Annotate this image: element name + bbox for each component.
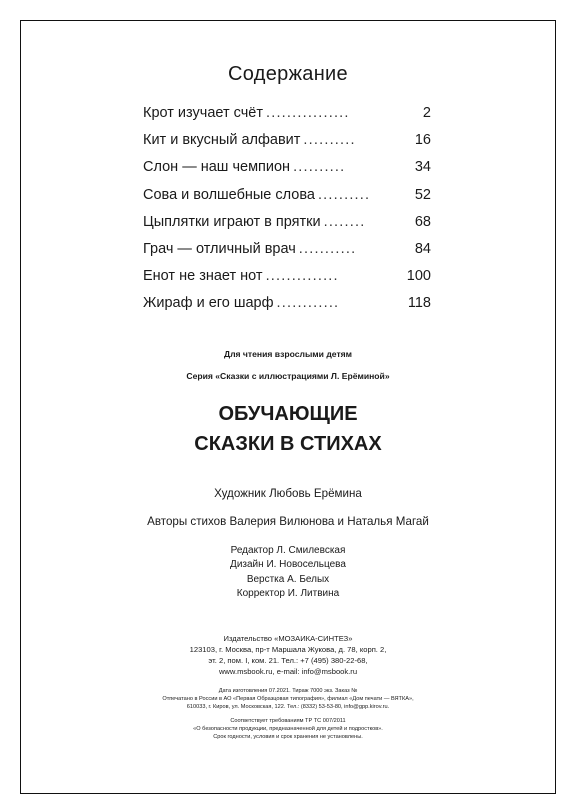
toc-item xyxy=(143,295,431,322)
illustrator-credit: Художник Любовь Ерёмина xyxy=(214,487,362,500)
book-title-line: ОБУЧАЮЩИЕ xyxy=(218,403,358,425)
toc-item xyxy=(143,214,431,241)
staff-line: Корректор И. Литвина xyxy=(236,587,340,599)
toc-item-page: 2 xyxy=(422,105,431,121)
toc-item-page: 34 xyxy=(414,159,431,176)
book-title-line: СКАЗКИ В СТИХАХ xyxy=(194,433,382,455)
toc-item-page: 16 xyxy=(414,132,431,149)
print-imprint xyxy=(21,688,555,712)
toc-item-page: 118 xyxy=(407,295,431,312)
staff-line: Верстка А. Белых xyxy=(246,573,330,585)
toc-leader-dots: ............ xyxy=(276,295,340,312)
imprint-line: Дата изготовления 07.2021. Тираж 7000 экз. Заказ № xyxy=(218,688,358,694)
toc-item-page: 52 xyxy=(414,186,431,203)
toc-leader-dots: ........ xyxy=(323,213,366,230)
staff-line: Дизайн И. Новосельцева xyxy=(230,559,346,571)
toc-item xyxy=(143,132,431,159)
toc-item-title: Жираф и его шарф xyxy=(143,295,274,312)
toc-item-title: Грач — отличный врач xyxy=(143,240,296,257)
series-name: Серия «Сказки с иллюстрациями Л. Ерёминой» xyxy=(186,371,390,381)
staff-line: Редактор Л. Смилевская xyxy=(230,545,346,556)
publisher-line: www.msbook.ru, e-mail: info@msbook.ru xyxy=(218,667,358,676)
compliance-line: Соответствует требованиям ТР ТС 007/2011 xyxy=(230,718,346,724)
audience-note: Для чтения взрослыми детям xyxy=(223,349,353,359)
toc-leader-dots: .......... xyxy=(293,159,346,176)
toc-item-title: Крот изучает счёт xyxy=(143,105,263,121)
toc-item-page: 100 xyxy=(406,268,431,285)
toc-item xyxy=(143,268,431,295)
compliance-notice xyxy=(21,718,555,742)
toc-item-title: Цыплятки играют в прятки xyxy=(143,213,321,230)
toc-leader-dots: .............. xyxy=(265,268,339,285)
authors-credit: Авторы стихов Валерия Вилюнова и Наталья Магай xyxy=(147,515,429,528)
table-of-contents xyxy=(143,105,431,323)
toc-item-title: Енот не знает нот xyxy=(143,268,263,285)
toc-item-title: Слон — наш чемпион xyxy=(143,159,291,176)
toc-item-title: Сова и волшебные слова xyxy=(143,186,315,203)
toc-item-page: 84 xyxy=(414,240,431,257)
imprint-line: Отпечатано в России в АО «Первая Образцовая типография», филиал «Дом печати — ВЯТКА», xyxy=(162,695,414,702)
book-title xyxy=(21,399,555,459)
publisher-line: Издательство «МОЗАИКА-СИНТЕЗ» xyxy=(223,634,353,643)
toc-leader-dots: .......... xyxy=(317,186,371,203)
toc-item xyxy=(143,241,431,268)
compliance-line: «О безопасности продукции, предназначенной для детей и подростков». xyxy=(193,725,383,732)
publisher-line: эт. 2, пом. I, ком. 21. Тел.: +7 (495) 380-22-68, xyxy=(208,656,368,665)
staff-credits xyxy=(21,544,555,601)
compliance-line: Срок годности, условия и срок хранения не установлены. xyxy=(213,733,363,740)
toc-item-title: Кит и вкусный алфавит xyxy=(143,132,301,149)
publisher-info xyxy=(21,633,555,677)
toc-item xyxy=(143,187,431,214)
toc-leader-dots: ................ xyxy=(265,105,350,121)
imprint-line: 610033, г. Киров, ул. Московская, 122. Тел.: (8332) 53-53-80, info@gpp.kirov.ru. xyxy=(186,703,390,710)
toc-item xyxy=(143,105,431,132)
toc-title: Содержание xyxy=(228,63,348,85)
toc-leader-dots: .......... xyxy=(303,132,356,149)
toc-item xyxy=(143,159,431,186)
toc-leader-dots: ........... xyxy=(298,240,357,257)
toc-item-page: 68 xyxy=(414,213,431,230)
book-page xyxy=(20,20,556,794)
publisher-line: 123103, г. Москва, пр-т Маршала Жукова, д. 78, корп. 2, xyxy=(189,645,387,654)
